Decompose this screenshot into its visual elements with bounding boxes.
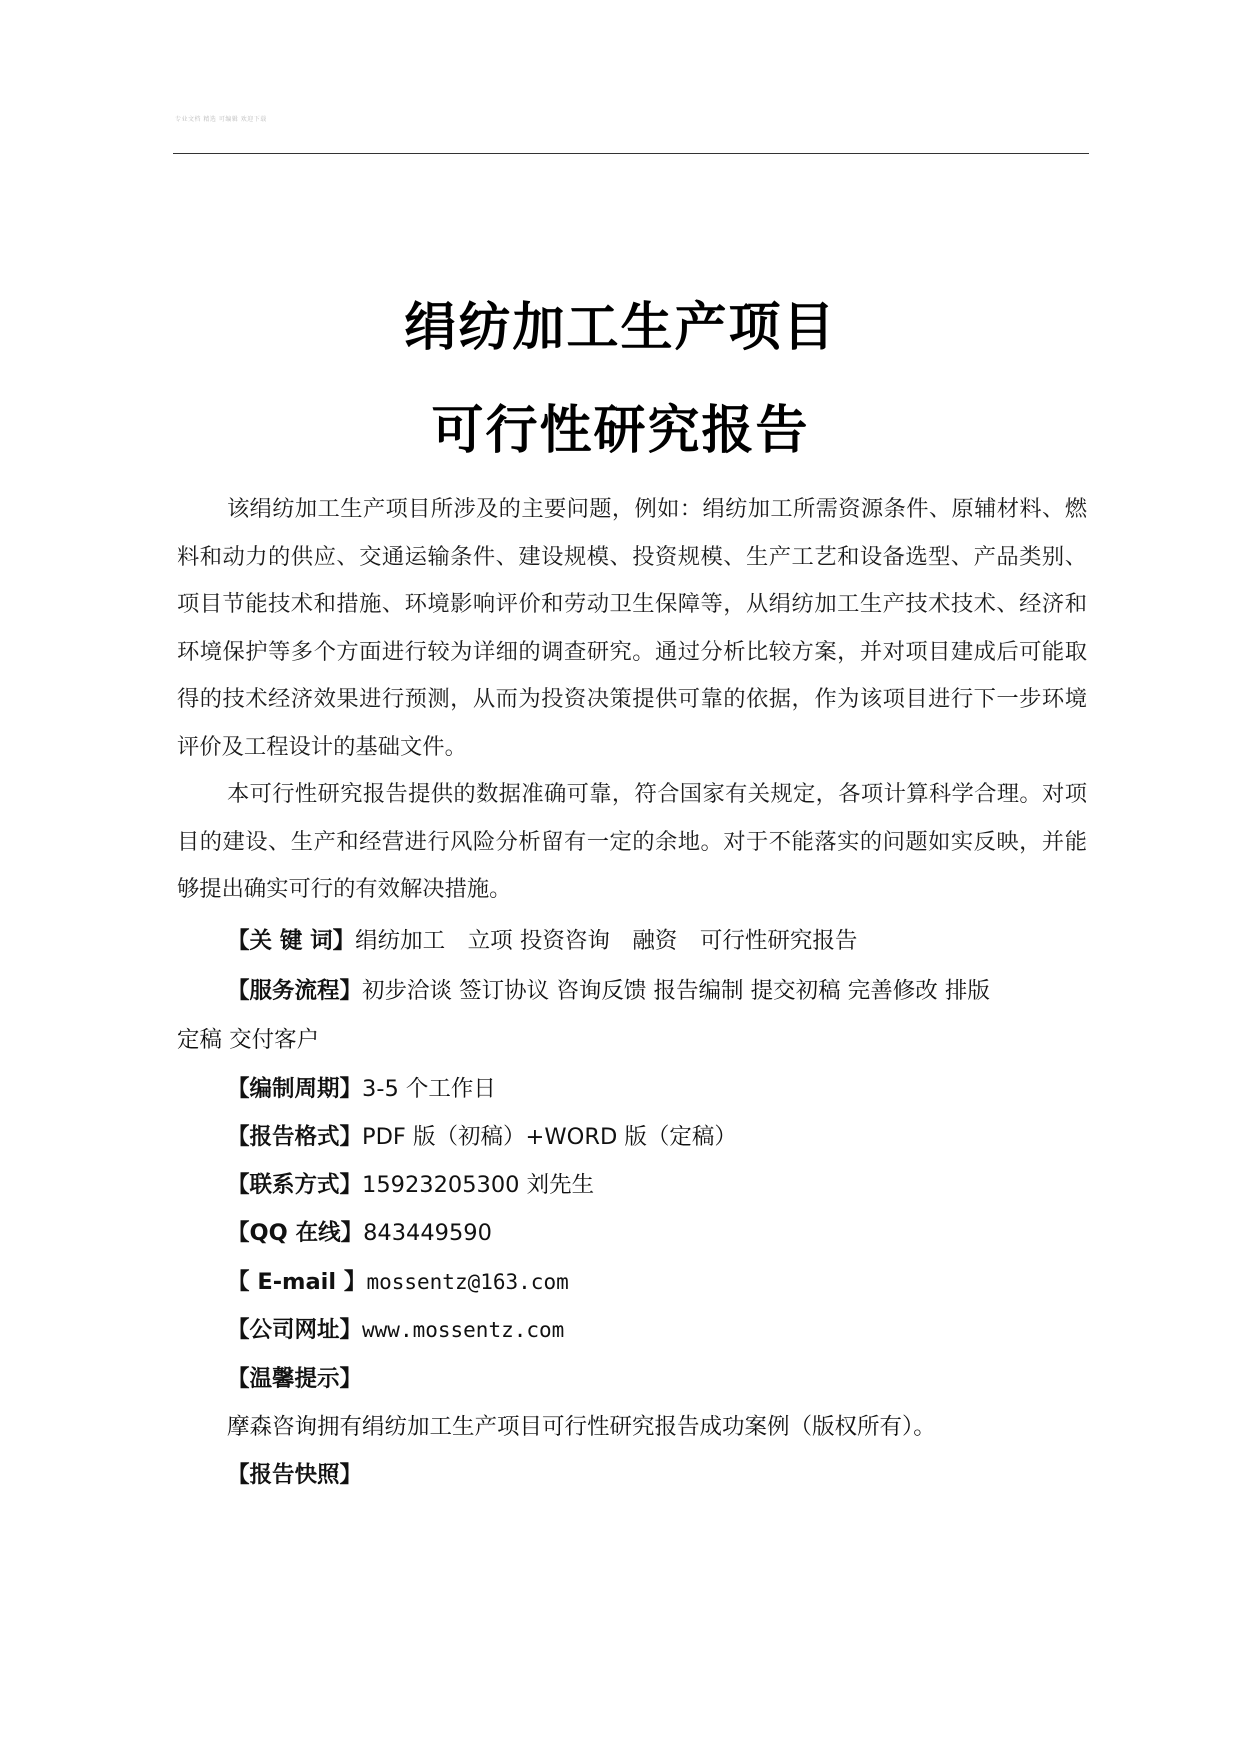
header-faint-text: 专业文档 精选 可编辑 欢迎下载: [175, 116, 267, 123]
process-row-cont: [177, 1022, 319, 1054]
tips-value: 摩森咨询拥有绢纺加工生产项目可行性研究报告成功案例（版权所有）。: [227, 1414, 936, 1440]
contact-value: 15923205300 刘先生: [362, 1172, 595, 1198]
format-label: 【报告格式】: [227, 1124, 363, 1150]
body-paragraph-1-container: [177, 486, 1087, 771]
qq-row: [177, 1215, 492, 1247]
tips-row: [177, 1361, 362, 1393]
contact-row: [177, 1167, 594, 1199]
body-paragraph-2-container: [177, 771, 1087, 914]
qq-value: 843449590: [363, 1220, 492, 1246]
email-value[interactable]: mossentz@163.com: [366, 1270, 569, 1294]
email-label: 【 E-mail 】: [227, 1269, 367, 1295]
contact-label: 【联系方式】: [227, 1172, 363, 1198]
keywords-row: [177, 923, 857, 955]
snapshot-label: 【报告快照】: [227, 1462, 363, 1488]
keywords-value: 绢纺加工 立项 投资咨询 融资 可行性研究报告: [355, 928, 858, 954]
website-row: [177, 1312, 564, 1344]
website-label: 【公司网址】: [227, 1317, 363, 1343]
snapshot-row: [177, 1457, 362, 1489]
body-paragraph-2: 本可行性研究报告提供的数据准确可靠，符合国家有关规定，各项计算科学合理。对项目的建设、生产和经营进行风险分析留有一定的余地。对于不能落实的问题如实反映，并能够提出确实可行的有效解决措施。: [177, 781, 1087, 902]
cycle-row: [177, 1071, 496, 1103]
email-row: [177, 1264, 569, 1296]
cycle-value: 3-5 个工作日: [362, 1076, 496, 1102]
tips-value-row: [177, 1409, 936, 1441]
cycle-label: 【编制周期】: [227, 1076, 363, 1102]
process-row: [177, 973, 990, 1005]
tips-label: 【温馨提示】: [227, 1366, 363, 1392]
process-label: 【服务流程】: [227, 978, 363, 1004]
format-value: PDF 版（初稿）+WORD 版（定稿）: [362, 1124, 737, 1150]
website-value[interactable]: www.mossentz.com: [362, 1318, 565, 1342]
body-paragraph-1: 该绢纺加工生产项目所涉及的主要问题，例如：绢纺加工所需资源条件、原辅材料、燃料和动力的供应、交通运输条件、建设规模、投资规模、生产工艺和设备选型、产品类别、项目节能技术和措施、环境影响评价和劳动卫生保障等，从绢纺加工生产技术技术、经济和环境保护等多个方面进行较为详细的调查研究。通过分析比较方案，并对项目建成后可能取得的技术经济效果进行预测，从而为投资决策提供可靠的依据，作为该项目进行下一步环境评价及工程设计的基础文件。: [177, 496, 1087, 760]
qq-label: 【QQ 在线】: [227, 1220, 364, 1246]
process-value-line2: 定稿 交付客户: [177, 1027, 320, 1053]
title-line-1: 绢纺加工生产项目: [404, 298, 837, 358]
header-rule: [173, 153, 1089, 154]
process-value-line1: 初步洽谈 签订协议 咨询反馈 报告编制 提交初稿 完善修改 排版: [362, 978, 990, 1004]
keywords-label: 【关 键 词】: [227, 928, 356, 954]
title-line-2: 可行性研究报告: [431, 401, 810, 461]
format-row: [177, 1119, 737, 1151]
